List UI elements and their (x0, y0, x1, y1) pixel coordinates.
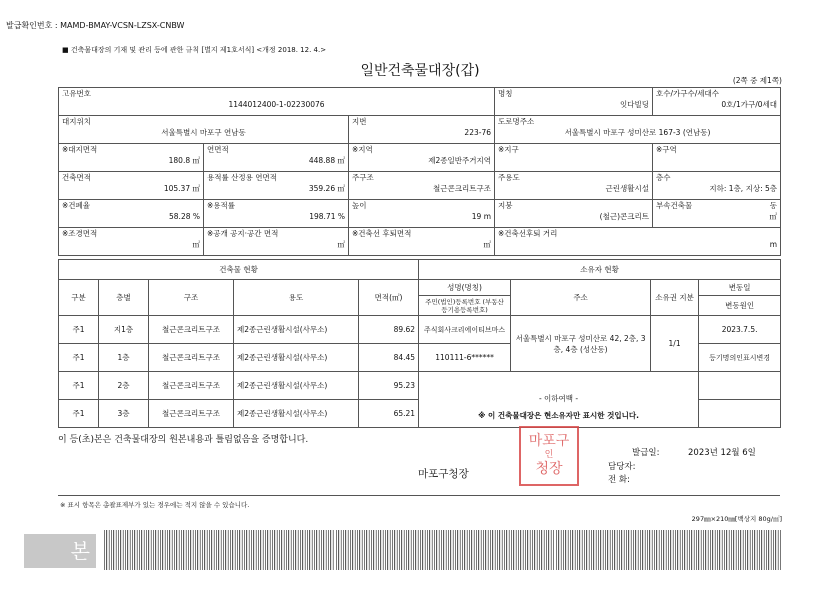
owner-address: 서울특별시 마포구 성미산로 42, 2층, 3층, 4층 (성산동) (511, 316, 651, 372)
row2-structure: 철근콘크리트구조 (149, 344, 234, 372)
total-area-value: 448.88 ㎡ (308, 156, 345, 165)
main-structure-label: 주구조 (352, 173, 374, 182)
lot-label: 지번 (352, 117, 367, 126)
copy-stamp: 본 (24, 534, 96, 568)
public-space-unit: ㎡ (337, 240, 345, 249)
owner-notice: ※ 이 건축물대장은 현소유자만 표시한 것입니다. (478, 410, 639, 420)
change-date: 2023.7.5. (699, 316, 781, 344)
landscape-label: ※조경면적 (62, 229, 98, 238)
unique-number-label: 고유번호 (62, 89, 91, 98)
header-address: 주소 (511, 280, 651, 316)
public-space-cell (204, 228, 349, 256)
units-cell (653, 88, 781, 116)
setback-distance-unit: m (769, 240, 777, 249)
main-structure-value: 철근콘크리트구조 (433, 184, 491, 193)
row3-structure: 철근콘크리트구조 (149, 372, 234, 400)
header-floor: 층별 (99, 280, 149, 316)
main-use-cell (495, 172, 653, 200)
row2-floor: 1층 (99, 344, 149, 372)
issue-date-value: 2023년 12월 6일 (688, 448, 756, 458)
row3-type: 주1 (59, 372, 99, 400)
header-type: 구분 (59, 280, 99, 316)
officer-label: 담당자: (608, 462, 636, 472)
header-change-date: 변동일 (699, 280, 781, 296)
row1-floor: 지1층 (99, 316, 149, 344)
document-title: 일반건축물대장(갑) (360, 63, 480, 79)
far-label: ※용적률 (207, 201, 236, 210)
page-count: (2쪽 중 제1쪽) (732, 76, 782, 85)
site-area-cell (59, 144, 204, 172)
owner-id: 110111-6****** (419, 344, 511, 372)
row3-floor: 2층 (99, 372, 149, 400)
annex-cell (653, 200, 781, 228)
owner-remarks (419, 372, 699, 428)
building-area-value: 105.37 ㎡ (163, 184, 200, 193)
location-value: 서울특별시 마포구 연남동 (161, 128, 246, 137)
header-owner-id: 주민(법인)등록번호 (부동산등기용등록번호) (419, 296, 511, 316)
height-value: 19 m (471, 212, 491, 221)
sector-label: ※구역 (656, 145, 677, 154)
far-area-label: 용적률 산정용 연면적 (207, 173, 277, 182)
owner-name: 주식회사크리에이티브마스 (419, 316, 511, 344)
location-label: 대지위치 (62, 117, 91, 126)
units-label: 호수/가구수/세대수 (656, 89, 720, 98)
far-cell (204, 200, 349, 228)
row2-use: 제2종근린생활시설(사무소) (234, 344, 359, 372)
landscape-unit: ㎡ (192, 240, 200, 249)
issue-date-label: 발급일: (632, 448, 660, 458)
total-area-cell (204, 144, 349, 172)
floors-cell (653, 172, 781, 200)
summary-table (58, 87, 781, 256)
footer-note: ※ 표시 항목은 총괄표제부가 있는 경우에는 적지 않을 수 있습니다. (60, 501, 250, 509)
setback-distance-cell (495, 228, 781, 256)
empty-change-cell-2 (699, 400, 781, 428)
header-owner-name: 성명(명칭) (419, 280, 511, 296)
units-value: 0호/1가구/0세대 (721, 100, 777, 109)
issuer-name: 마포구청장 (418, 468, 469, 480)
lot-cell (349, 116, 495, 144)
row1-use: 제2종근린생활시설(사무소) (234, 316, 359, 344)
name-cell (495, 88, 653, 116)
official-seal (519, 426, 579, 486)
height-cell (349, 200, 495, 228)
bcr-value: 58.28 % (169, 212, 200, 221)
setback-area-unit: ㎡ (483, 240, 491, 249)
far-area-cell (204, 172, 349, 200)
floors-value: 지하: 1층, 지상: 5층 (709, 184, 777, 193)
seal-text-bottom: 청장 (535, 461, 563, 477)
row2-type: 주1 (59, 344, 99, 372)
status-table (58, 259, 781, 428)
header-change-reason: 변동원인 (699, 296, 781, 316)
site-area-value: 180.8 ㎡ (168, 156, 200, 165)
row1-area: 89.62 (359, 316, 419, 344)
lot-value: 223-76 (464, 128, 491, 137)
annex-label (656, 201, 777, 211)
road-address-cell (495, 116, 781, 144)
owner-status-title: 소유자 현황 (419, 260, 781, 280)
annex-count-unit: 동 (769, 201, 777, 210)
main-use-label: 주용도 (498, 173, 520, 182)
landscape-cell (59, 228, 204, 256)
public-space-label: ※공개 공지·공간 면적 (207, 229, 279, 238)
footer-divider (58, 495, 780, 496)
paper-spec: 297㎜×210㎜[백상지 80g/㎡] (691, 515, 782, 523)
unique-number-cell (59, 88, 495, 116)
roof-value: (철근)콘크리트 (599, 212, 649, 221)
row2-area: 84.45 (359, 344, 419, 372)
road-address-label: 도로명주소 (498, 117, 535, 126)
header-share: 소유권 지분 (651, 280, 699, 316)
zone-value: 제2종일반주거지역 (428, 156, 491, 165)
barcode-3 (556, 530, 782, 570)
header-area: 면적(㎡) (359, 280, 419, 316)
owner-share: 1/1 (651, 316, 699, 372)
change-reason: 등기명의인표시변경 (699, 344, 781, 372)
row3-area: 95.23 (359, 372, 419, 400)
floors-label: 층수 (656, 173, 671, 182)
row4-floor: 3층 (99, 400, 149, 428)
site-area-label: ※대지면적 (62, 145, 98, 154)
far-value: 198.71 % (309, 212, 345, 221)
unique-number-value: 1144012400-1-02230076 (228, 100, 325, 109)
annex-area-unit: ㎡ (769, 212, 777, 221)
row4-area: 65.21 (359, 400, 419, 428)
sector-cell (653, 144, 781, 172)
setback-distance-label: ※건축선후퇴 거리 (498, 229, 558, 238)
name-label: 명칭 (498, 89, 513, 98)
building-area-cell (59, 172, 204, 200)
building-status-title: 건축물 현황 (59, 260, 419, 280)
header-use: 용도 (234, 280, 359, 316)
main-use-value: 근린생활시설 (605, 184, 649, 193)
barcode-1 (104, 530, 334, 570)
row4-structure: 철근콘크리트구조 (149, 400, 234, 428)
setback-area-cell (349, 228, 495, 256)
road-address-value: 서울특별시 마포구 성미산로 167-3 (연남동) (564, 128, 711, 137)
roof-cell (495, 200, 653, 228)
name-value: 잇다빌딩 (620, 100, 649, 109)
issue-confirmation-number: 발급확인번호 : MAMD-BMAY-VCSN-LZSX-CNBW (6, 21, 185, 30)
row4-use: 제2종근린생활시설(사무소) (234, 400, 359, 428)
header-structure: 구조 (149, 280, 234, 316)
annex-label-text: 부속건축물 (656, 201, 693, 210)
row1-type: 주1 (59, 316, 99, 344)
row1-structure: 철근콘크리트구조 (149, 316, 234, 344)
far-area-value: 359.26 ㎡ (308, 184, 345, 193)
blank-note: - 이하여백 - (538, 393, 579, 403)
building-area-label: 건축면적 (62, 173, 91, 182)
zone-cell (349, 144, 495, 172)
certification-statement: 이 등(초)본은 건축물대장의 원본내용과 틀림없음을 증명합니다. (58, 435, 309, 445)
row4-type: 주1 (59, 400, 99, 428)
seal-text-top: 마포구 (528, 433, 570, 449)
seal-text-mid: 인 (544, 450, 554, 460)
phone-label: 전 화: (608, 475, 630, 485)
empty-change-cell-1 (699, 372, 781, 400)
setback-area-label: ※건축선 후퇴면적 (352, 229, 412, 238)
zone-label: ※지역 (352, 145, 373, 154)
bcr-label: ※건폐율 (62, 201, 91, 210)
roof-label: 지붕 (498, 201, 513, 210)
district-label: ※지구 (498, 145, 519, 154)
total-area-label: 연면적 (207, 145, 229, 154)
row3-use: 제2종근린생활시설(사무소) (234, 372, 359, 400)
location-cell (59, 116, 349, 144)
district-cell (495, 144, 653, 172)
barcode-2 (336, 530, 554, 570)
main-structure-cell (349, 172, 495, 200)
bcr-cell (59, 200, 204, 228)
regulation-note: ■ 건축물대장의 기재 및 관리 등에 관한 규칙 [별지 제1호서식] <개정 2018. 12. 4.> (62, 46, 327, 54)
height-label: 높이 (352, 201, 367, 210)
